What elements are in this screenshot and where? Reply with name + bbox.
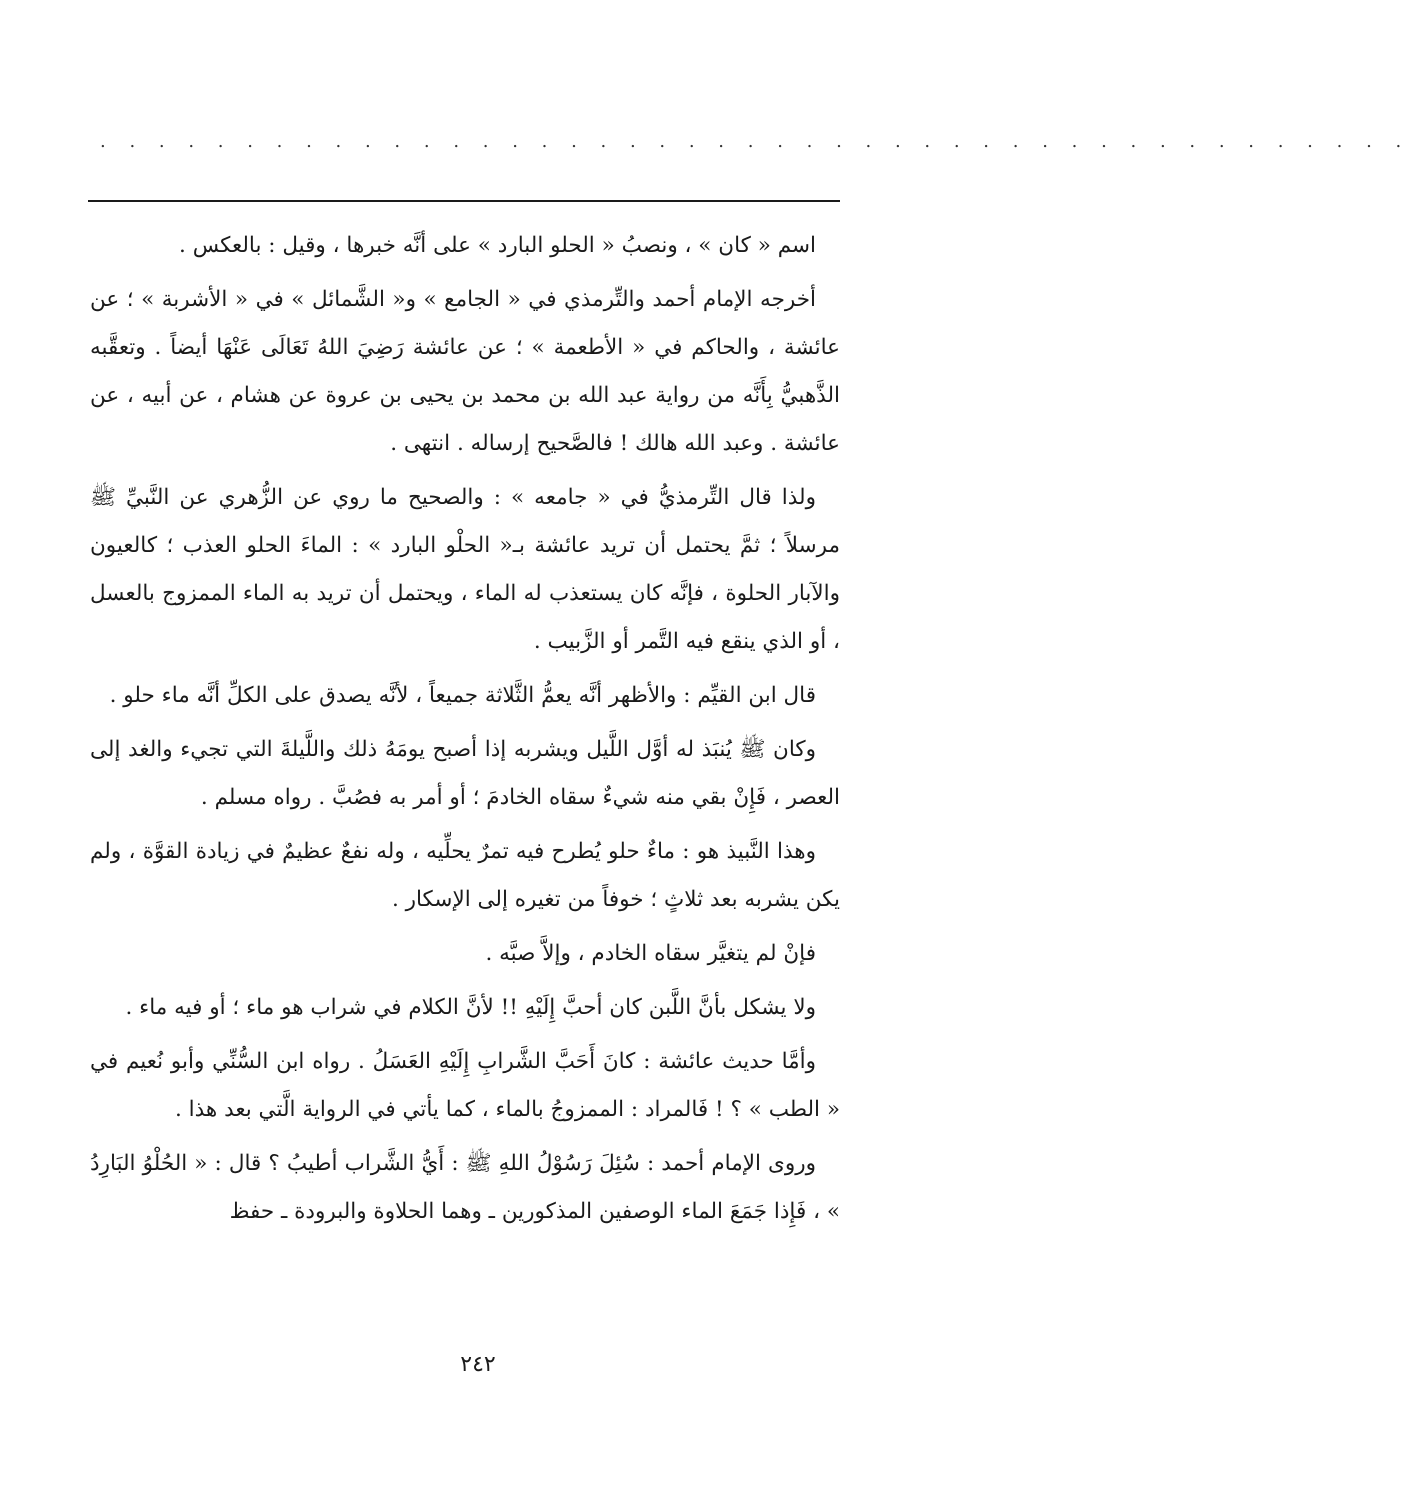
header-dotted-separator: . . . . . . . . . . . . . . . . . . . . . . . . . . . . . . . . . . . . . . . . . . . . .	[100, 131, 1410, 152]
paragraph-7: فإنْ لم يتغيَّر سقاه الخادم ، وإلاَّ صبَّه .	[485, 941, 816, 966]
paragraph-6: وهذا النَّبيذ هو : ماءٌ حلو يُطرح فيه تمرٌ يحلِّيه ، وله نفعٌ عظيمٌ في زيادة القوَّة ، ولم يكن يشربه بعد ثلاثٍ ؛ خوفاً من تغيره إلى الإسكار .	[90, 839, 840, 912]
page-body	[90, 222, 840, 1242]
paragraph-4: قال ابن القيِّم : والأظهر أنَّه يعمُّ الثَّلاثة جميعاً ، لأنَّه يصدق على الكلِّ أنَّه ماء حلو .	[109, 683, 816, 708]
paragraph-5: وكان ﷺ يُنبَذ له أوَّل اللَّيل ويشربه إذا أصبح يومَهُ ذلك واللَّيلةَ التي تجيء والغد إلى العصر ، فَإِنْ بقي منه شيءٌ سقاه الخادمَ ؛ أو أمر به فصُبَّ . رواه مسلم .	[90, 737, 840, 810]
paragraph-10: وروى الإمام أحمد : سُئِلَ رَسُوْلُ اللهِ ﷺ : أَيُّ الشَّراب أطيبُ ؟ قال : « الحُلْوُ البَارِدُ » ، فَإِذا جَمَعَ الماء الوصفين المذكورين ـ وهما الحلاوة والبرودة ـ حفظ	[90, 1151, 840, 1224]
paragraph-8: ولا يشكل بأنَّ اللَّبن كان أحبَّ إِلَيْهِ !! لأنَّ الكلام في شراب هو ماء ؛ أو فيه ماء .	[125, 995, 816, 1020]
paragraph-1: اسم « كان » ، ونصبُ « الحلو البارد » على أنَّه خبرها ، وقيل : بالعكس .	[179, 233, 816, 258]
paragraph-9: وأمَّا حديث عائشة : كانَ أَحَبَّ الشَّرابِ إِلَيْهِ العَسَلُ . رواه ابن السُّنِّي وأبو نُعيم في « الطب » ؟ ! فَالمراد : الممزوجُ بالماء ، كما يأتي في الرواية الَّتي بعد هذا .	[90, 1049, 840, 1122]
paragraph-3: ولذا قال التِّرمذيُّ في « جامعه » : والصحيح ما روي عن الزُّهري عن النَّبيِّ ﷺ مرسلاً ؛ ثمَّ يحتمل أن تريد عائشة بـ« الحلْو البارد » : الماءَ الحلو العذب ؛ كالعيون والآبار الحلوة ، فإنَّه كان يستعذب له الماء ، ويحتمل أن تريد به الماء الممزوج بالعسل ، أو الذي ينقع فيه التَّمر أو الزَّبيب .	[90, 485, 840, 654]
page-number: ٢٤٢	[460, 1352, 496, 1377]
paragraph-2: أخرجه الإمام أحمد والتِّرمذي في « الجامع » و« الشَّمائل » في « الأشربة » ؛ عن عائشة ، والحاكم في « الأطعمة » ؛ عن عائشة رَضِيَ اللهُ تَعَالَى عَنْهَا أيضاً . وتعقَّبه الذَّهبيُّ بِأَنَّه من رواية عبد الله بن محمد بن يحيى بن عروة عن هشام ، عن أبيه ، عن عائشة . وعبد الله هالك ! فالصَّحيح إرساله . انتهى .	[90, 287, 840, 456]
header-rule	[88, 200, 840, 202]
